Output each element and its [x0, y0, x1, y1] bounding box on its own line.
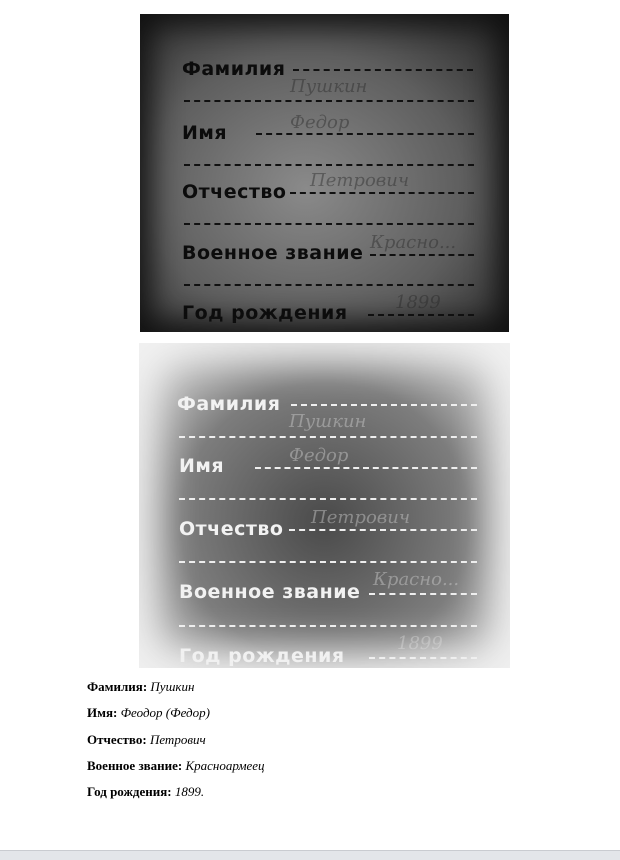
card-photo-inverted [139, 343, 510, 668]
transcript-label: Отчество: [87, 732, 147, 747]
transcript-label: Военное звание: [87, 758, 183, 773]
handwriting-rank: Красно... [373, 569, 460, 590]
transcript-value: Красноармеец [185, 758, 265, 773]
handwriting-patronymic: Петрович [310, 170, 410, 191]
transcript-value: Пушкин [150, 679, 195, 694]
label-name: Имя [179, 455, 225, 477]
transcript-surname [87, 679, 194, 695]
label-birth-year: Год рождения [182, 302, 348, 324]
handwriting-name: Федор [290, 112, 350, 133]
transcript-value: Петрович [149, 732, 206, 747]
label-rank: Военное звание [179, 581, 361, 603]
transcript-label: Год рождения: [87, 784, 172, 799]
photo-vignette [140, 14, 509, 332]
label-rank: Военное звание [182, 242, 364, 264]
handwriting-surname: Пушкин [290, 76, 368, 97]
photo-vignette [139, 343, 510, 668]
handwriting-rank: Красно... [370, 232, 457, 253]
transcript-label: Фамилия: [87, 679, 148, 694]
label-patronymic: Отчество [182, 181, 287, 203]
transcript-label: Имя: [87, 705, 118, 720]
transcript-rank [87, 758, 265, 774]
label-name: Имя [182, 122, 228, 144]
transcript-birth-year [87, 784, 204, 800]
transcript-value: Феодор (Федор) [120, 705, 210, 720]
handwriting-birth-year: 1899 [397, 633, 443, 654]
label-patronymic: Отчество [179, 518, 284, 540]
handwriting-birth-year: 1899 [395, 292, 441, 313]
label-birth-year: Год рождения [179, 645, 345, 667]
label-surname: Фамилия [177, 393, 281, 415]
transcript-value: 1899. [174, 784, 205, 799]
handwriting-surname: Пушкин [289, 411, 367, 432]
label-surname: Фамилия [182, 58, 286, 80]
handwriting-name: Федор [289, 445, 349, 466]
handwriting-patronymic: Петрович [311, 507, 411, 528]
transcript-patronymic [87, 732, 206, 748]
transcript-name [87, 705, 210, 721]
card-photo-original [140, 14, 509, 332]
